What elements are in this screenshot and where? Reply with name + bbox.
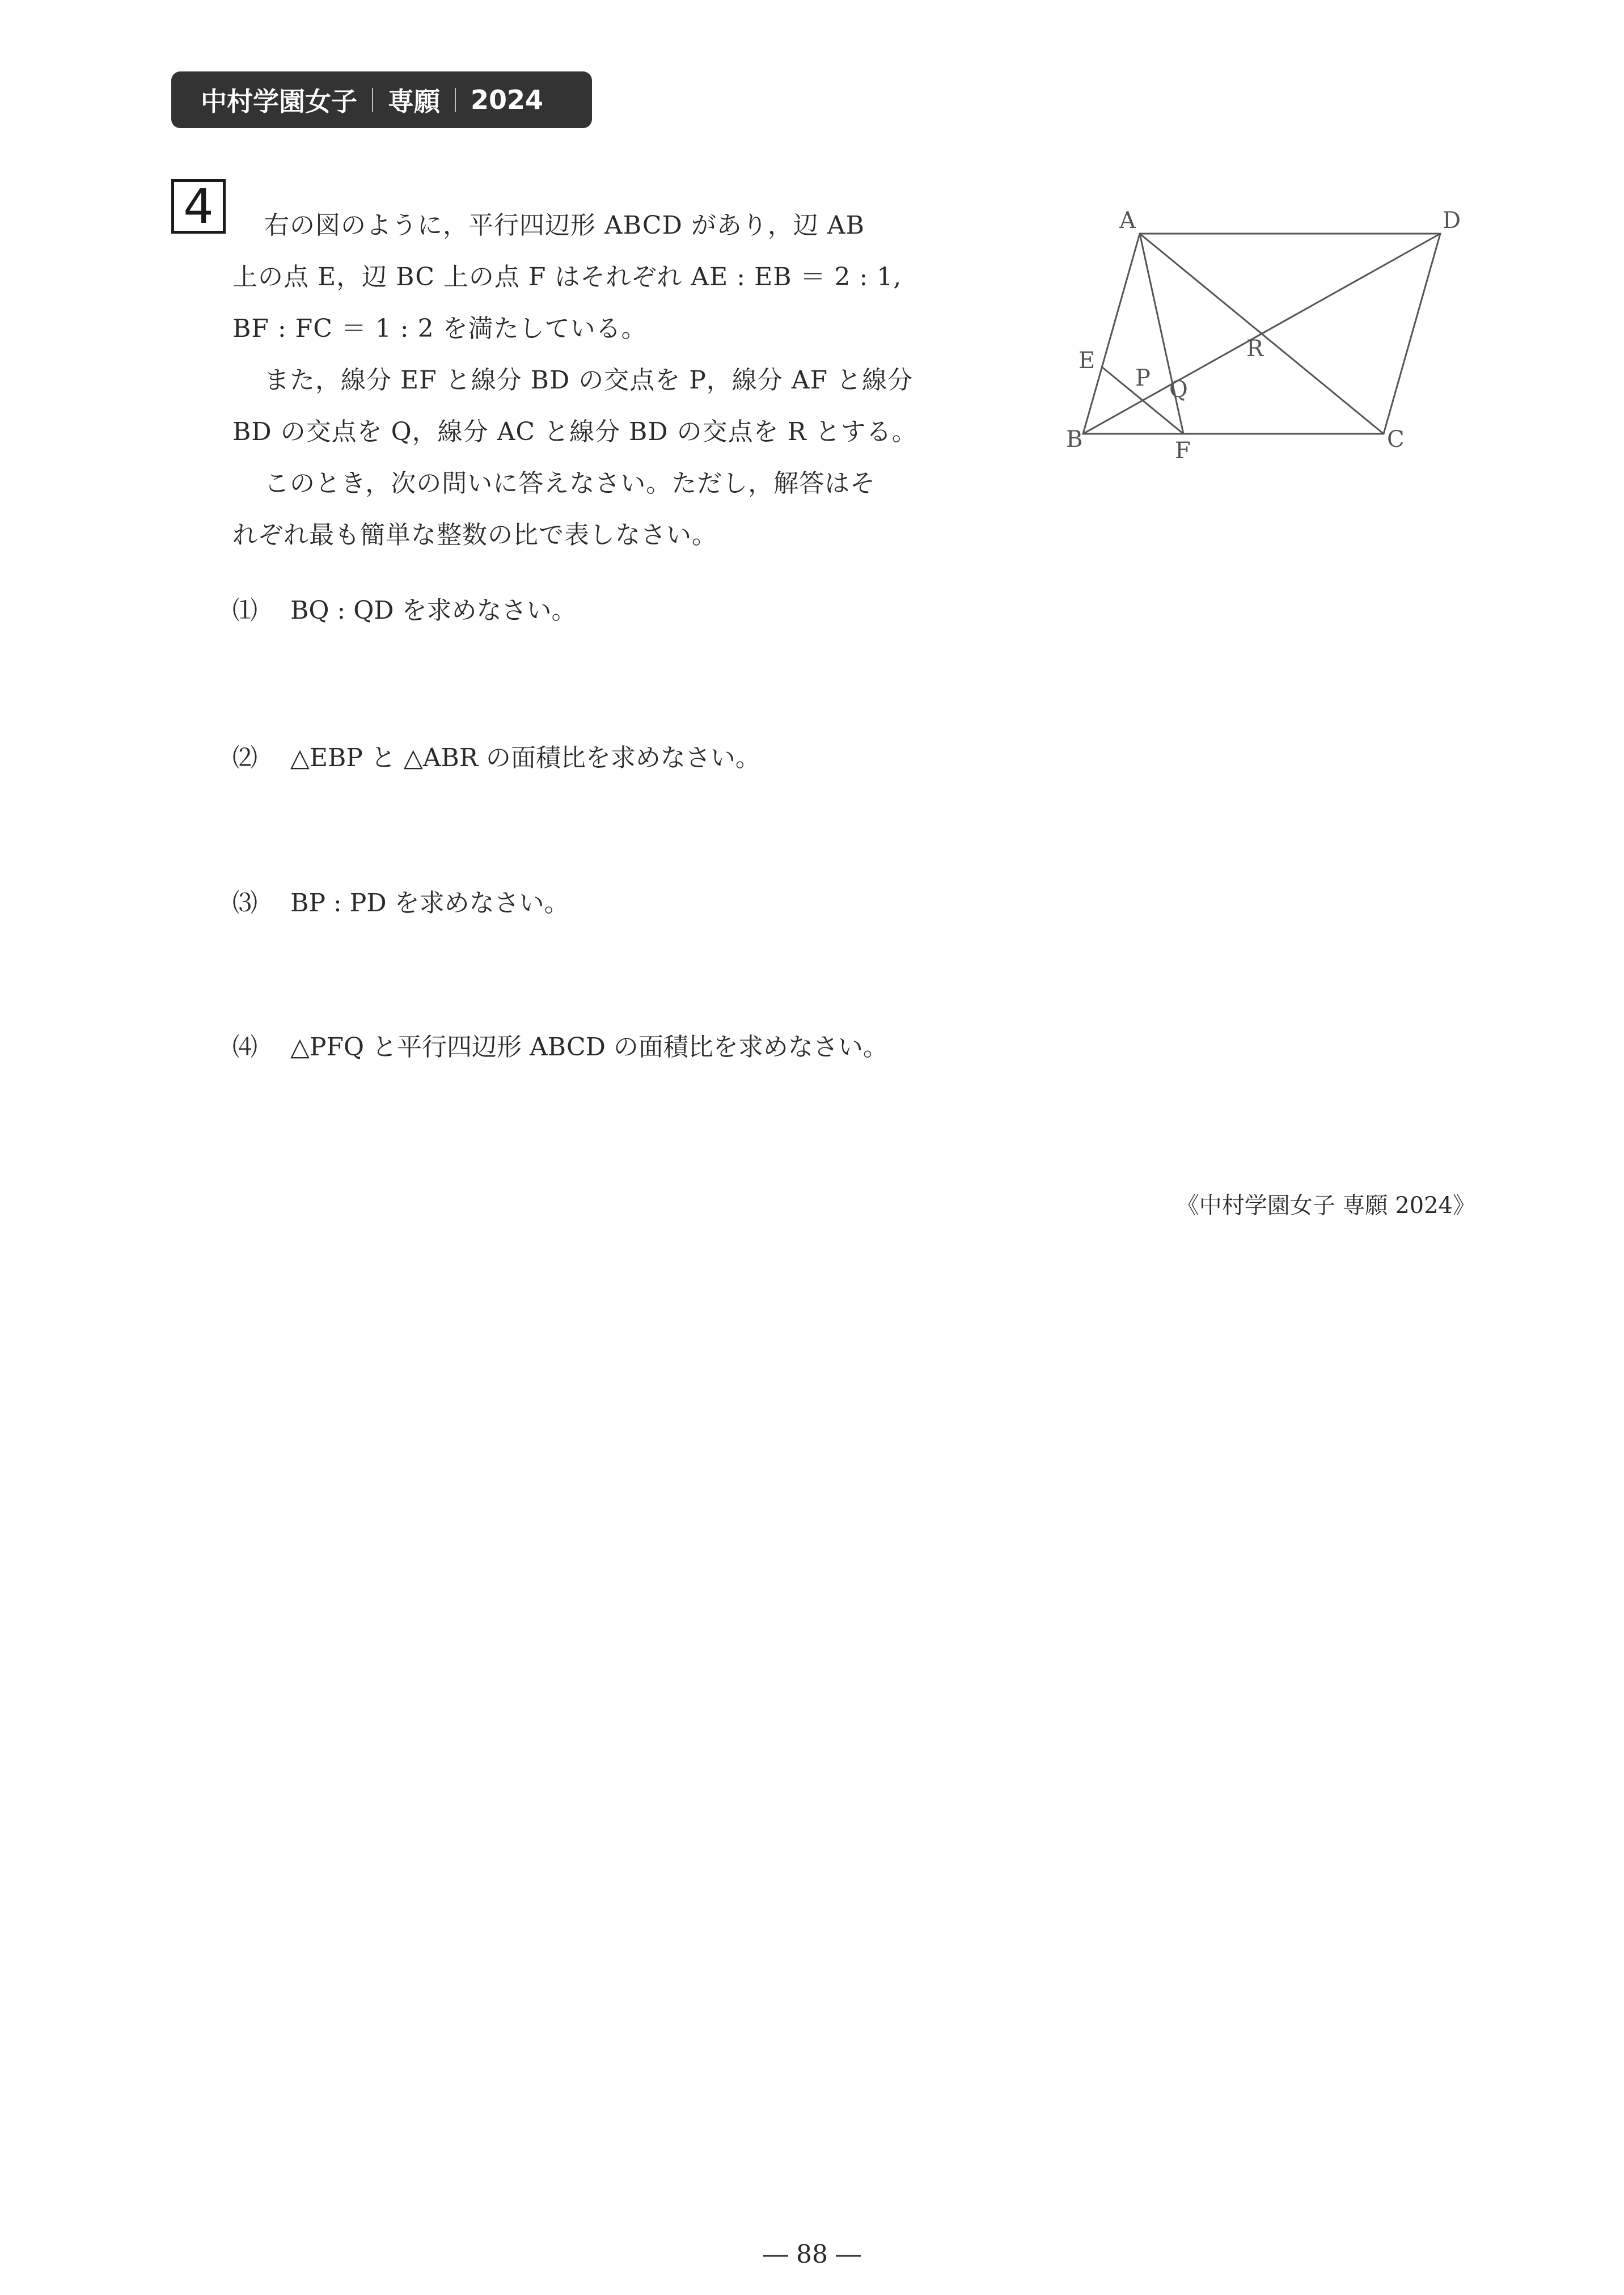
problem-line: 右の図のように，平行四辺形 ABCD があり，辺 AB (264, 211, 865, 240)
question-4 (232, 1026, 888, 1063)
problem-line: BF : FC ＝ 1 : 2 を満たしている。 (232, 314, 647, 343)
school-header-badge (171, 71, 592, 128)
label-p: P (1135, 365, 1151, 391)
problem-line: また，線分 EF と線分 BD の交点を P，線分 AF と線分 (264, 366, 914, 395)
label-b: B (1066, 426, 1083, 453)
question-number: ⑴ (232, 596, 257, 625)
question-number: ⑵ (232, 743, 257, 772)
page-number: ― 88 ― (763, 2240, 861, 2269)
problem-statement (232, 200, 953, 561)
question-text: △PFQ と平行四辺形 ABCD の面積比を求めなさい。 (290, 1033, 888, 1062)
label-q: Q (1169, 377, 1188, 403)
problem-paragraph-3 (232, 458, 953, 561)
header-year: 2024 (471, 84, 544, 115)
question-text: △EBP と △ABR の面積比を求めなさい。 (290, 743, 760, 772)
source-citation: 《中村学園女子 専願 2024》 (1176, 1193, 1475, 1219)
header-separator (455, 88, 456, 112)
label-r: R (1246, 336, 1264, 362)
problem-line: このとき，次の問いに答えなさい。ただし，解答はそ (264, 469, 876, 498)
question-3 (232, 882, 569, 919)
problem-paragraph-2 (232, 354, 953, 458)
header-school-name: 中村学園女子 (201, 86, 357, 117)
problem-line: 上の点 E，辺 BC 上の点 F はそれぞれ AE : EB ＝ 2 : 1, (232, 263, 902, 291)
label-c: C (1387, 426, 1405, 453)
label-a: A (1119, 208, 1136, 234)
question-number: ⑷ (232, 1033, 257, 1062)
segment-bd (1083, 234, 1440, 434)
question-text: BQ : QD を求めなさい。 (290, 596, 577, 625)
parallelogram-figure (1066, 204, 1486, 465)
question-2 (232, 737, 760, 774)
label-f: F (1175, 438, 1191, 464)
label-d: D (1443, 208, 1461, 234)
question-1 (232, 590, 577, 626)
question-number: ⑶ (232, 889, 257, 918)
problem-line: BD の交点を Q，線分 AC と線分 BD の交点を R とする。 (232, 417, 917, 446)
problem-line: れぞれ最も簡単な整数の比で表しなさい。 (232, 521, 717, 550)
header-separator (372, 88, 373, 112)
problem-paragraph-1 (232, 200, 953, 354)
label-e: E (1079, 348, 1096, 374)
problem-number-box: 4 (171, 179, 226, 234)
header-exam-type: 専願 (388, 86, 440, 117)
question-text: BP : PD を求めなさい。 (290, 889, 569, 918)
